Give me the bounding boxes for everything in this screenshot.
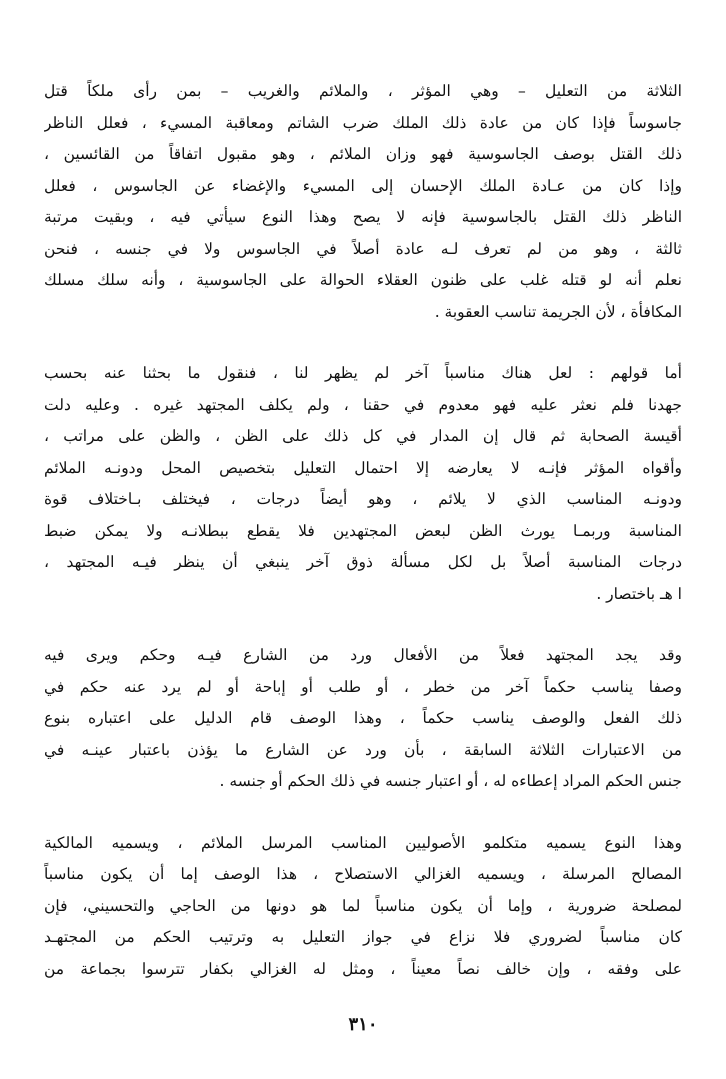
text-line: ودونـه المناسب الذي لا يلائم ، وهو أيضاً درجات ، فيختلف بـاختلاف قوة	[44, 490, 682, 508]
paragraph-2	[44, 358, 682, 610]
text-line: الناظر ذلك القتل بالجاسوسية فإنه لا يصح وهذا النوع سيأتي فيه ، وبقيت مرتبة	[44, 208, 682, 226]
text-line: وقد يجد المجتهد فعلاً من الأفعال ورد من الشارع فيـه وحكم ويرى فيه	[44, 646, 682, 664]
text-line: أما قولهم : لعل هناك مناسباً آخر لم يظهر لنا ، فنقول ما بحثنا عنه بحسب	[44, 364, 682, 382]
paragraph-gap	[44, 798, 682, 828]
text-line: على وفقه ، وإن خالف نصاً معيناً ، ومثل له الغزالي بكفار تترسوا بجماعة من	[44, 959, 682, 978]
text-line: ثالثة ، وهو من لم تعرف لـه عادة أصلاً في الجاسوس ولا في جنسه ، فنحن	[44, 239, 682, 258]
text-line: نعلم أنه لو قتله غلب على ظنون العقلاء الحوالة على الجاسوسية ، وأنه سلك مسلك	[44, 271, 682, 289]
body-text	[44, 76, 682, 985]
text-line: ذلك القتل بوصف الجاسوسية فهو وزان الملائم ، وهو مقبول اتفاقاً من القائسين ،	[44, 145, 682, 163]
text-line: كان مناسباً لضروري فلا نزاع في جواز التعليل به وترتيب الحكم من المجتهـد	[44, 928, 682, 946]
text-line: المناسبة وربمـا يورث الظن لبعض المجتهدين فلا يقطع ببطلانـه ولا يمكن ضبط	[44, 521, 682, 540]
paragraph-gap	[44, 610, 682, 640]
paragraph-4	[44, 828, 682, 986]
text-line: وصفا يناسب حكماً آخر من خطر ، أو طلب أو إباحة أو لم يرد عنه حكم في	[44, 677, 682, 696]
text-line: المصالح المرسلة ، ويسميه الغزالي الاستصلاح ، هذا الوصف إما أن يكون مناسباً	[44, 865, 682, 883]
text-line: لمصلحة ضرورية ، وإما أن يكون مناسباً لما هو دونها من الحاجي والتحسيني، فإن	[44, 896, 682, 915]
text-line: ذلك الفعل والوصف يناسب حكماً ، وهذا الوصف قام الدليل على اعتباره بنوع	[44, 709, 682, 727]
text-line: جهدنا فلم نعثر عليه فهو معدوم في حقنا ، ولم يكلف المجتهد غيره . وعليه دلت	[44, 395, 682, 414]
text-line: الثلاثة من التعليل – وهي المؤثر ، والملائم والغريب – بمن رأى ملكاً قتل	[44, 82, 682, 100]
page-number: ٣١٠	[348, 1014, 378, 1035]
text-line: وإذا كان من عـادة الملك الإحسان إلى المسيء والإغضاء عن الجاسوس ، فعلل	[44, 176, 682, 195]
text-line: جاسوساً فإذا كان من عادة ذلك الملك ضرب الشاتم ومعاقبة المسيء ، فعلل الناظر	[44, 113, 682, 132]
text-line: جنس الحكم المراد إعطاءه له ، أو اعتبار جنسه في ذلك الحكم أو جنسه .	[219, 772, 682, 790]
paragraph-3	[44, 640, 682, 798]
text-line: أقيسة الصحابة ثم قال إن المدار في كل ذلك على الظن ، والظن على مراتب ،	[44, 427, 682, 445]
text-line: وهذا النوع يسميه متكلمو الأصوليين المناسب المرسل الملائم ، ويسميه المالكية	[44, 833, 682, 852]
paragraph-gap	[44, 328, 682, 358]
text-line: المكافأة ، لأن الجريمة تناسب العقوبة .	[434, 302, 682, 321]
paragraph-1	[44, 76, 682, 328]
text-line: من الاعتبارات الثلاثة السابقة ، بأن ورد عن الشارع ما يؤذن باعتبار عينـه في	[44, 740, 682, 759]
text-line: ا هـ باختصار .	[596, 584, 682, 603]
text-line: وأقواه المؤثر فإنـه لا يعارضه إلا احتمال التعليل بتخصيص المحل ودونـه الملائم	[44, 458, 682, 477]
text-line: درجات المناسبة أصلاً بل لكل مسألة ذوق آخر ينبغي أن ينظر فيـه المجتهد ،	[44, 553, 682, 571]
